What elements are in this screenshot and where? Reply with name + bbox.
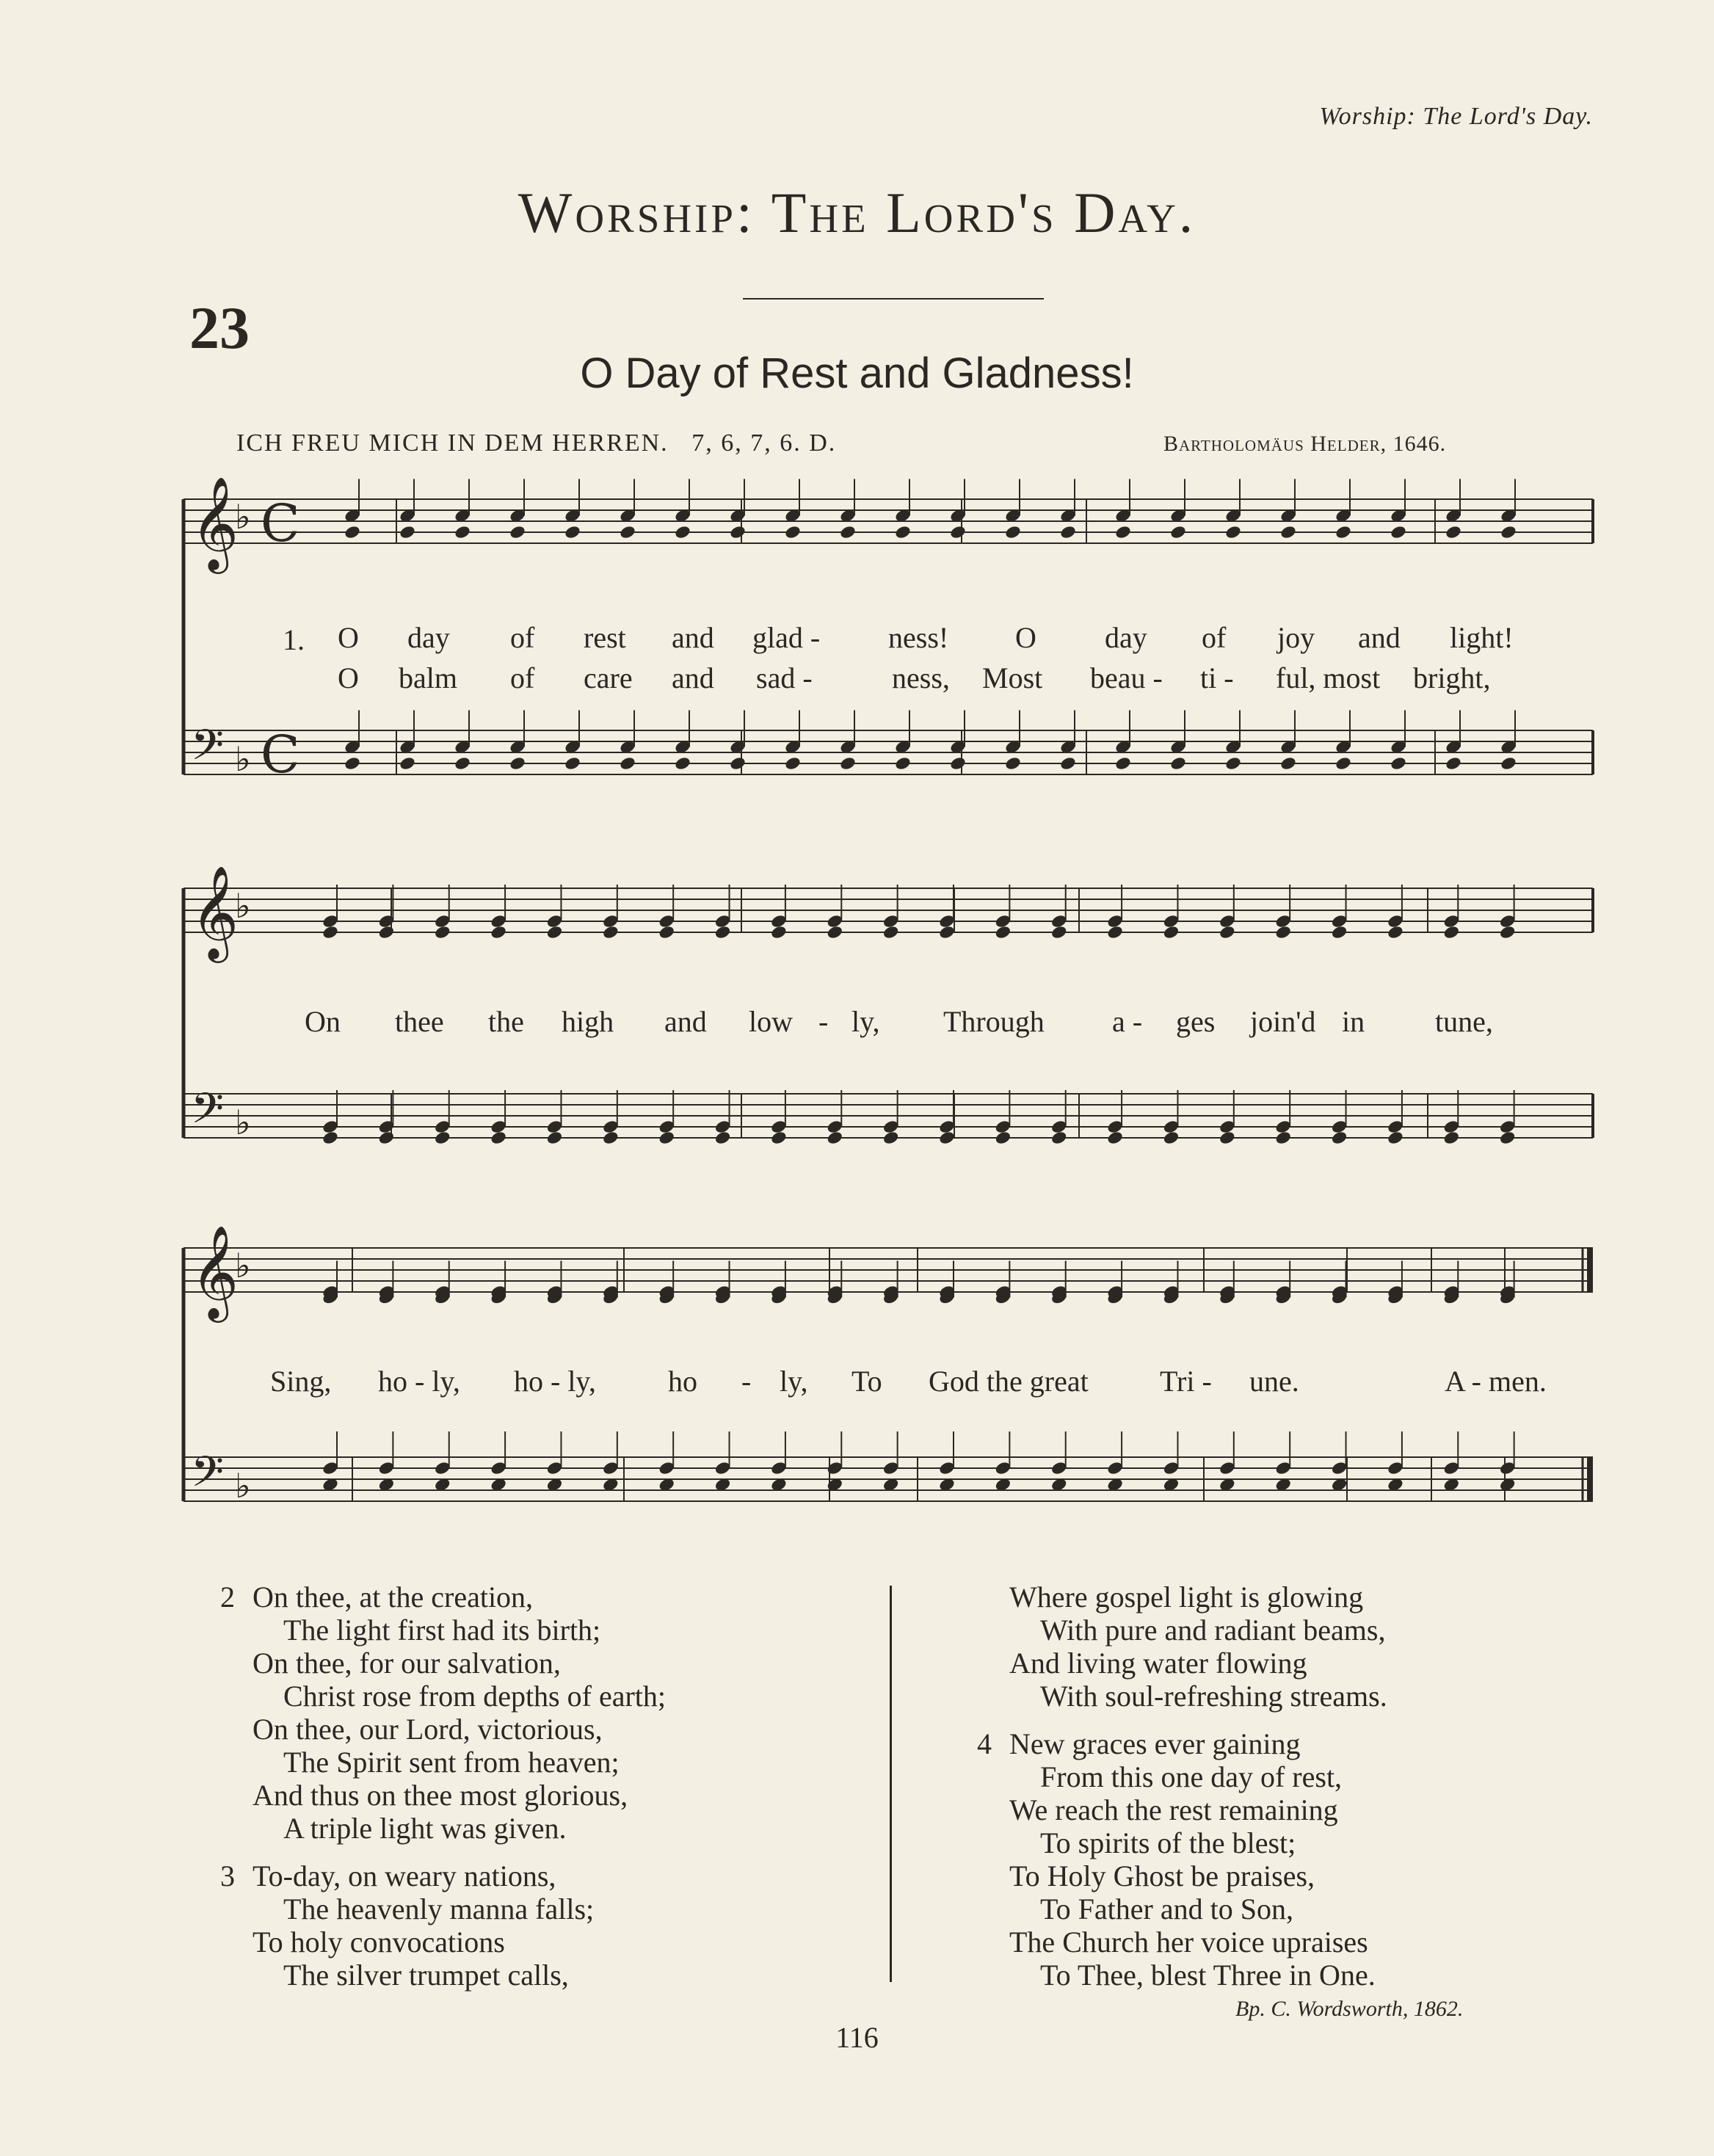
key-signature-flat: ♭ [235, 1246, 251, 1285]
stanza-line: The Church her voice upraises [1009, 1925, 1368, 1959]
note-head [949, 524, 967, 540]
lyric-word: ness! [888, 621, 949, 654]
stanza-number: 4 [977, 1727, 992, 1760]
stanza-line: On thee, our Lord, victorious, [253, 1713, 603, 1746]
time-signature: C [261, 725, 300, 785]
lyric-word: the [488, 1005, 524, 1038]
attribution: Bp. C. Wordsworth, 1862. [1235, 1997, 1464, 2021]
lyric-word: Most [982, 661, 1043, 694]
lyric-word: ly, [851, 1005, 880, 1038]
note-head [564, 524, 581, 540]
stanza-line: To spirits of the blest; [1040, 1826, 1296, 1859]
note-head [1334, 755, 1352, 771]
lyric-word: God the great [929, 1365, 1089, 1398]
lyric-word: thee [395, 1005, 444, 1038]
note-head [490, 924, 507, 940]
note-head [1331, 1130, 1348, 1145]
note-head [1050, 924, 1068, 940]
note-head [1162, 924, 1180, 940]
stanza-line: From this one day of rest, [1040, 1760, 1343, 1793]
note-head [1387, 1130, 1404, 1145]
note-head [1169, 755, 1187, 771]
note-head [1050, 1130, 1068, 1145]
lyric-word: ti - [1200, 661, 1234, 694]
lyric-word: bright, [1413, 661, 1491, 694]
hymn-title: O Day of Rest and Gladness! [580, 349, 1134, 397]
lyric-word: O [1015, 621, 1036, 654]
lyric-word: tune, [1435, 1005, 1493, 1038]
lyric-word: and [672, 661, 714, 694]
stanza-line: Where gospel light is glowing [1009, 1580, 1364, 1614]
section-title: Worship: The Lord's Day. [518, 181, 1196, 244]
note-head [545, 1130, 563, 1145]
note-head [894, 755, 912, 771]
key-signature-flat: ♭ [235, 1466, 251, 1506]
stanza-line: To-day, on weary nations, [253, 1859, 556, 1892]
bass-clef: 𝄢 [191, 1447, 225, 1507]
note-head [602, 1130, 620, 1145]
key-signature-flat: ♭ [235, 886, 251, 926]
note-head [674, 755, 691, 771]
lyric-word: rest [584, 621, 626, 654]
stanza-3 [220, 1859, 595, 1992]
stanza-line: With pure and radiant beams, [1040, 1614, 1386, 1647]
note-head [602, 924, 620, 940]
key-signature-flat: ♭ [235, 497, 251, 537]
note-head [1224, 755, 1242, 771]
lyric-word: ly, [780, 1365, 808, 1398]
note-head [1445, 524, 1462, 540]
note-head [994, 1130, 1012, 1145]
note-head [399, 524, 416, 540]
key-signature-flat: ♭ [235, 739, 251, 779]
note-head [1279, 755, 1297, 771]
note-head [1059, 755, 1077, 771]
stanza-line: The Spirit sent from heaven; [283, 1746, 620, 1779]
note-head [658, 1130, 675, 1145]
stanza-line: A triple light was given. [283, 1812, 567, 1845]
stanza-line: To Father and to Son, [1040, 1892, 1293, 1925]
stanza-line: New graces ever gaining [1009, 1727, 1301, 1760]
note-head [1274, 1130, 1292, 1145]
lyric-word: and [672, 621, 714, 654]
lyric-word: high [562, 1005, 614, 1038]
note-head [1219, 1130, 1236, 1145]
note-head [658, 924, 675, 940]
note-head [1114, 524, 1132, 540]
note-head [994, 924, 1012, 940]
note-head [938, 924, 956, 940]
lyric-word: care [584, 661, 633, 694]
note-head [1442, 1130, 1460, 1145]
note-head [1390, 755, 1407, 771]
note-head [1331, 924, 1348, 940]
lyric-word: Tri - [1160, 1365, 1212, 1398]
lyric-word: of [1202, 621, 1227, 654]
lyric-word: une. [1249, 1365, 1299, 1398]
note-head [729, 755, 747, 771]
note-head [454, 755, 471, 771]
lyric-word: Through [943, 1005, 1045, 1038]
note-head [619, 524, 636, 540]
note-head [1114, 755, 1132, 771]
note-head [322, 924, 339, 940]
lyric-word: - [741, 1365, 752, 1398]
note-head [1162, 1130, 1180, 1145]
stanza-line: And living water flowing [1009, 1647, 1307, 1680]
note-head [882, 1130, 900, 1145]
note-head [714, 1130, 732, 1145]
stanza-4 [977, 1727, 1376, 1992]
note-head [1274, 924, 1292, 940]
composer: Bartholomäus Helder, 1646. [1163, 432, 1447, 456]
lyric-word: ness, [892, 661, 950, 694]
note-head [454, 524, 471, 540]
lyric-word: To [851, 1365, 882, 1398]
lyric-word: beau - [1090, 661, 1163, 694]
note-head [377, 1130, 395, 1145]
treble-clef: 𝄞 [191, 476, 239, 570]
lyric-word: ho [668, 1365, 697, 1398]
note-head [545, 924, 563, 940]
note-head [1004, 524, 1022, 540]
tune-name: ICH FREU MICH IN DEM HERREN. [236, 429, 669, 457]
tune-meter: 7, 6, 7, 6. D. [691, 429, 837, 457]
lyric-word: and [1358, 621, 1401, 654]
lyric-word: ho - ly, [514, 1365, 596, 1398]
stanza-line: The light first had its birth; [283, 1614, 601, 1647]
stanza-line: Christ rose from depths of earth; [283, 1680, 666, 1713]
verse-number-1: 1. [283, 623, 305, 656]
running-head: Worship: The Lord's Day. [1319, 103, 1593, 130]
note-head [564, 755, 581, 771]
note-head [619, 755, 636, 771]
note-head [839, 755, 857, 771]
stanza-line: The heavenly manna falls; [283, 1892, 595, 1925]
note-head [344, 524, 361, 540]
note-head [784, 524, 802, 540]
note-head [1390, 524, 1407, 540]
note-head [1169, 524, 1187, 540]
note-head [322, 1130, 339, 1145]
lyric-word: A - men. [1445, 1365, 1547, 1398]
note-head [1445, 755, 1462, 771]
note-head [770, 924, 788, 940]
note-head [434, 924, 451, 940]
note-head [1106, 1130, 1124, 1145]
lyric-word: O [338, 621, 359, 654]
key-signature-flat: ♭ [235, 1103, 251, 1142]
bass-clef: 𝄢 [191, 720, 225, 780]
note-head [784, 755, 802, 771]
note-head [894, 524, 912, 540]
note-head [1500, 524, 1517, 540]
note-head [344, 755, 361, 771]
note-head [377, 924, 395, 940]
hymn-number: 23 [189, 294, 250, 361]
stanza-line: On thee, at the creation, [253, 1580, 534, 1614]
lyric-word: O [338, 661, 359, 694]
note-head [1219, 924, 1236, 940]
lyric-word: of [510, 661, 535, 694]
stanza-3-continued [1009, 1580, 1387, 1713]
page-number: 116 [835, 2021, 879, 2054]
note-head [839, 524, 857, 540]
note-head [490, 1130, 507, 1145]
note-head [1334, 524, 1352, 540]
time-signature: C [261, 493, 300, 553]
lyric-word: glad - [752, 621, 821, 654]
note-head [434, 1130, 451, 1145]
lyric-word: ho - ly, [378, 1365, 460, 1398]
note-head [509, 524, 526, 540]
note-head [1499, 1130, 1517, 1145]
lyric-word: joy [1277, 621, 1315, 654]
stanza-line: To Holy Ghost be praises, [1009, 1859, 1315, 1892]
lyric-word: On [305, 1005, 341, 1038]
lyric-word: join'd [1250, 1005, 1316, 1038]
lyric-word: light! [1450, 621, 1514, 654]
note-head [1224, 524, 1242, 540]
lyric-word: of [510, 621, 535, 654]
note-head [714, 924, 732, 940]
bass-clef: 𝄢 [191, 1084, 225, 1144]
stanza-line: We reach the rest remaining [1009, 1793, 1338, 1826]
stanza-line: To holy convocations [253, 1925, 505, 1959]
note-head [938, 1130, 956, 1145]
note-head [509, 755, 526, 771]
lyric-word: low [749, 1005, 793, 1038]
note-head [1004, 755, 1022, 771]
note-head [826, 924, 843, 940]
note-head [1499, 924, 1517, 940]
lyric-word: - [818, 1005, 829, 1038]
lyric-word: ful, most [1276, 661, 1381, 694]
note-head [1500, 755, 1517, 771]
note-head [1442, 924, 1460, 940]
lyric-word: balm [399, 661, 457, 694]
note-head [1279, 524, 1297, 540]
treble-clef: 𝄞 [191, 865, 239, 959]
note-head [399, 755, 416, 771]
lyric-word: in [1342, 1005, 1365, 1038]
stanza-line: The silver trumpet calls, [283, 1959, 569, 1992]
note-head [770, 1130, 788, 1145]
note-head [729, 524, 747, 540]
note-head [826, 1130, 843, 1145]
lyric-word: sad - [756, 661, 813, 694]
note-head [1387, 924, 1404, 940]
lyric-word: ges [1176, 1005, 1216, 1038]
note-head [949, 755, 967, 771]
stanza-line: With soul-refreshing streams. [1040, 1680, 1387, 1713]
stanza-number: 3 [220, 1859, 235, 1892]
note-head [674, 524, 691, 540]
stanza-line: And thus on thee most glorious, [253, 1779, 628, 1812]
stanza-line: To Thee, blest Three in One. [1040, 1959, 1376, 1992]
lyric-word: day [1105, 621, 1147, 654]
lyric-word: day [407, 621, 450, 654]
note-head [1059, 524, 1077, 540]
lyric-word: Sing, [270, 1365, 332, 1398]
stanza-number: 2 [220, 1580, 235, 1614]
note-head [882, 924, 900, 940]
column-divider [890, 1586, 892, 1982]
lyric-word: a - [1112, 1005, 1143, 1038]
treble-clef: 𝄞 [191, 1224, 239, 1318]
lyric-word: and [664, 1005, 707, 1038]
note-head [1106, 924, 1124, 940]
stanza-2 [220, 1580, 666, 1845]
stanza-line: On thee, for our salvation, [253, 1647, 561, 1680]
